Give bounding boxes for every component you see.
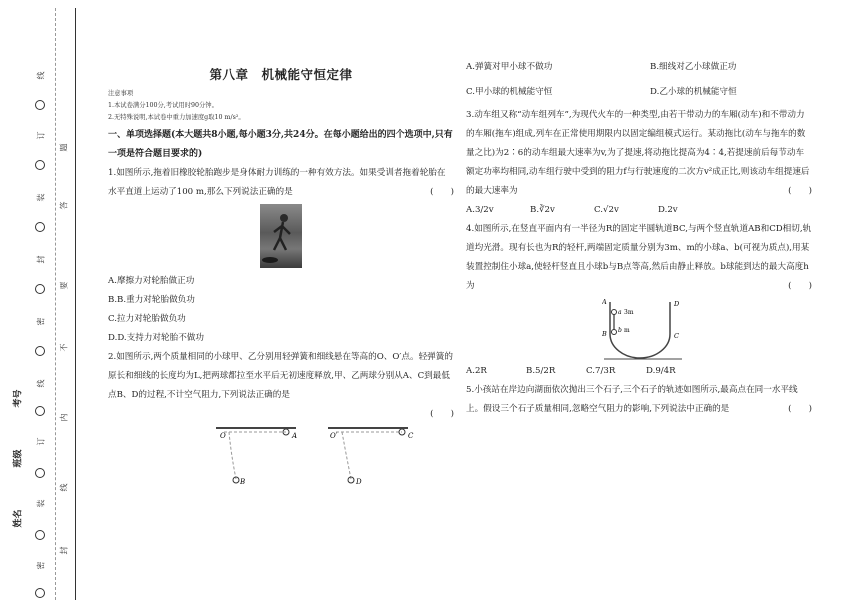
q2-option-a: A.弹簧对甲小球不做功	[466, 62, 553, 72]
spring-string-figure	[216, 424, 436, 486]
hole-mark	[35, 160, 45, 170]
q1-option-c: C.拉力对轮胎做负功	[108, 314, 186, 324]
hole-mark	[35, 406, 45, 416]
label-d: D	[356, 478, 362, 486]
q2-option-b: B.细线对乙小球做正功	[650, 62, 737, 72]
binding-char: 订	[36, 437, 46, 446]
label-b-point: B	[602, 330, 607, 338]
q1-option-b: B.B.重力对轮胎做负功	[108, 295, 195, 305]
right-column	[466, 62, 812, 419]
binding-char: 答	[59, 201, 69, 210]
binding-char: 封	[36, 255, 46, 264]
label-o: O	[220, 432, 226, 440]
field-exam-number: 考号	[13, 389, 24, 408]
q4-options	[466, 362, 812, 381]
answer-paren: ( )	[788, 186, 812, 196]
hole-mark	[35, 222, 45, 232]
binding-char: 线	[36, 71, 46, 80]
label-c-point: C	[674, 332, 679, 340]
q4-option-b: B.5/2R	[526, 366, 556, 376]
binding-char: 内	[59, 413, 69, 422]
section-heading: 一、单项选择题(本大题共8小题,每小题3分,共24分。在每小题给出的四个选项中,只有一项是符合题目要求的)	[108, 130, 453, 159]
q3-option-b: B.∛2v	[530, 205, 555, 215]
answer-paren: ( )	[430, 187, 454, 197]
q2-option-c: C.甲小球的机械能守恒	[466, 87, 553, 97]
q2-options-row-2	[466, 83, 812, 102]
binding-char: 线	[36, 379, 46, 388]
question-5: 5.小孩站在岸边向湖面依次抛出三个石子,三个石子的轨迹如图所示,最高点在同一水平线上。假设三个石子质量相同,忽略空气阻力的影响,下列说法中正确的是	[466, 385, 798, 414]
binding-char: 线	[59, 483, 69, 492]
note-2: 2.无特殊说明,本试卷中重力加速度g取10 m/s²。	[108, 114, 245, 121]
hole-mark	[35, 100, 45, 110]
q1-option-a: A.摩擦力对轮胎做正功	[108, 276, 195, 286]
label-mass-m: m	[624, 327, 630, 334]
left-column	[108, 66, 454, 486]
binding-char: 封	[59, 546, 69, 555]
field-name: 姓名	[13, 509, 24, 528]
question-3: 3.动车组又称“动车组列车”,为现代火车的一种类型,由若干带动力的车厢(动车)和不带动力的车厢(拖车)组成,列车在正常使用期限内以固定编组模式运行。某动拖比(动车与拖车的数量之比)为2∶6的动车组最大速率为v,为了提速,将动拖比提高为4∶4,若提速前后每节动车额定功率均相同,动车组行驶中受到的阻力f与行驶速度的二次方v²成正比,则该动车组提速后的最大速率为	[466, 110, 810, 196]
q2-options-row-1	[466, 58, 812, 77]
question-2: 2.如图所示,两个质量相同的小球甲、乙分别用轻弹簧和细线悬在等高的O、O′点。轻弹簧的原长和细线的长度均为L,把两球都拉至水平后无初速度释放,甲、乙两球分别从A、C到最低点B、D的过程,不计空气阻力,下列说法正确的是	[108, 352, 453, 400]
question-1: 1.如图所示,拖着旧橡胶轮胎跑步是身体耐力训练的一种有效方法。如果受训者拖着轮胎在水平直道上运动了100 m,那么下列说法正确的是 ( )	[108, 164, 454, 202]
answer-paren: ( )	[788, 404, 812, 414]
binding-margin	[0, 0, 82, 608]
runner-figure	[260, 204, 302, 268]
hole-mark	[35, 468, 45, 478]
notes-heading: 注意事项	[108, 90, 134, 97]
label-a: A	[292, 432, 298, 440]
question-4: 4.如图所示,在竖直平面内有一半径为R的固定半圆轨道BC,与两个竖直轨道AB和CD相切,轨道均光滑。现有长也为R的轻杆,两端固定质量分别为3m、m的小球a、b(可视为质点),用某装置控制住小球a,使轻杆竖直且小球b与B点等高,然后由静止释放。b球能到达的最大高度h为	[466, 224, 812, 291]
q4-option-d: D.9/4R	[646, 366, 676, 376]
q1-option-d: D.D.支持力对轮胎不做功	[108, 333, 204, 343]
label-d-point: D	[674, 300, 680, 308]
q3-option-d: D.2v	[658, 205, 678, 215]
q3-option-c: C.√2v	[594, 205, 619, 215]
note-1: 1.本试卷满分100分,考试用时90分钟。	[108, 102, 218, 109]
binding-char: 要	[59, 281, 69, 290]
binding-char: 不	[59, 343, 69, 352]
label-o-prime: O′	[330, 432, 338, 440]
cut-line	[55, 8, 56, 600]
hole-mark	[35, 346, 45, 356]
answer-paren: ( )	[788, 281, 812, 291]
q4-option-c: C.7/3R	[586, 366, 616, 376]
field-class: 班级	[13, 449, 24, 468]
binding-char: 装	[36, 499, 46, 508]
binding-line	[75, 8, 76, 600]
q3-options	[466, 201, 812, 220]
q2-option-d: D.乙小球的机械能守恒	[650, 87, 737, 97]
semicircle-track-figure	[602, 298, 702, 362]
label-ball-a: a	[618, 309, 622, 316]
page-title: 第八章 机械能守恒定律	[209, 67, 353, 82]
binding-char: 密	[36, 561, 46, 570]
q4-option-a: A.2R	[466, 366, 487, 376]
label-ball-b: b	[618, 327, 622, 334]
label-b: B	[240, 478, 246, 486]
label-mass-3m: 3m	[624, 309, 634, 316]
hole-mark	[35, 588, 45, 598]
hole-mark	[35, 530, 45, 540]
label-a-point: A	[602, 298, 607, 306]
tire-training-photo	[260, 204, 302, 268]
binding-char: 装	[36, 193, 46, 202]
label-c: C	[408, 432, 414, 440]
binding-char: 订	[36, 131, 46, 140]
q3-option-a: A.3/2v	[466, 205, 494, 215]
binding-char: 密	[36, 317, 46, 326]
hole-mark	[35, 284, 45, 294]
answer-paren: ( )	[430, 409, 454, 419]
binding-char: 题	[59, 143, 69, 152]
